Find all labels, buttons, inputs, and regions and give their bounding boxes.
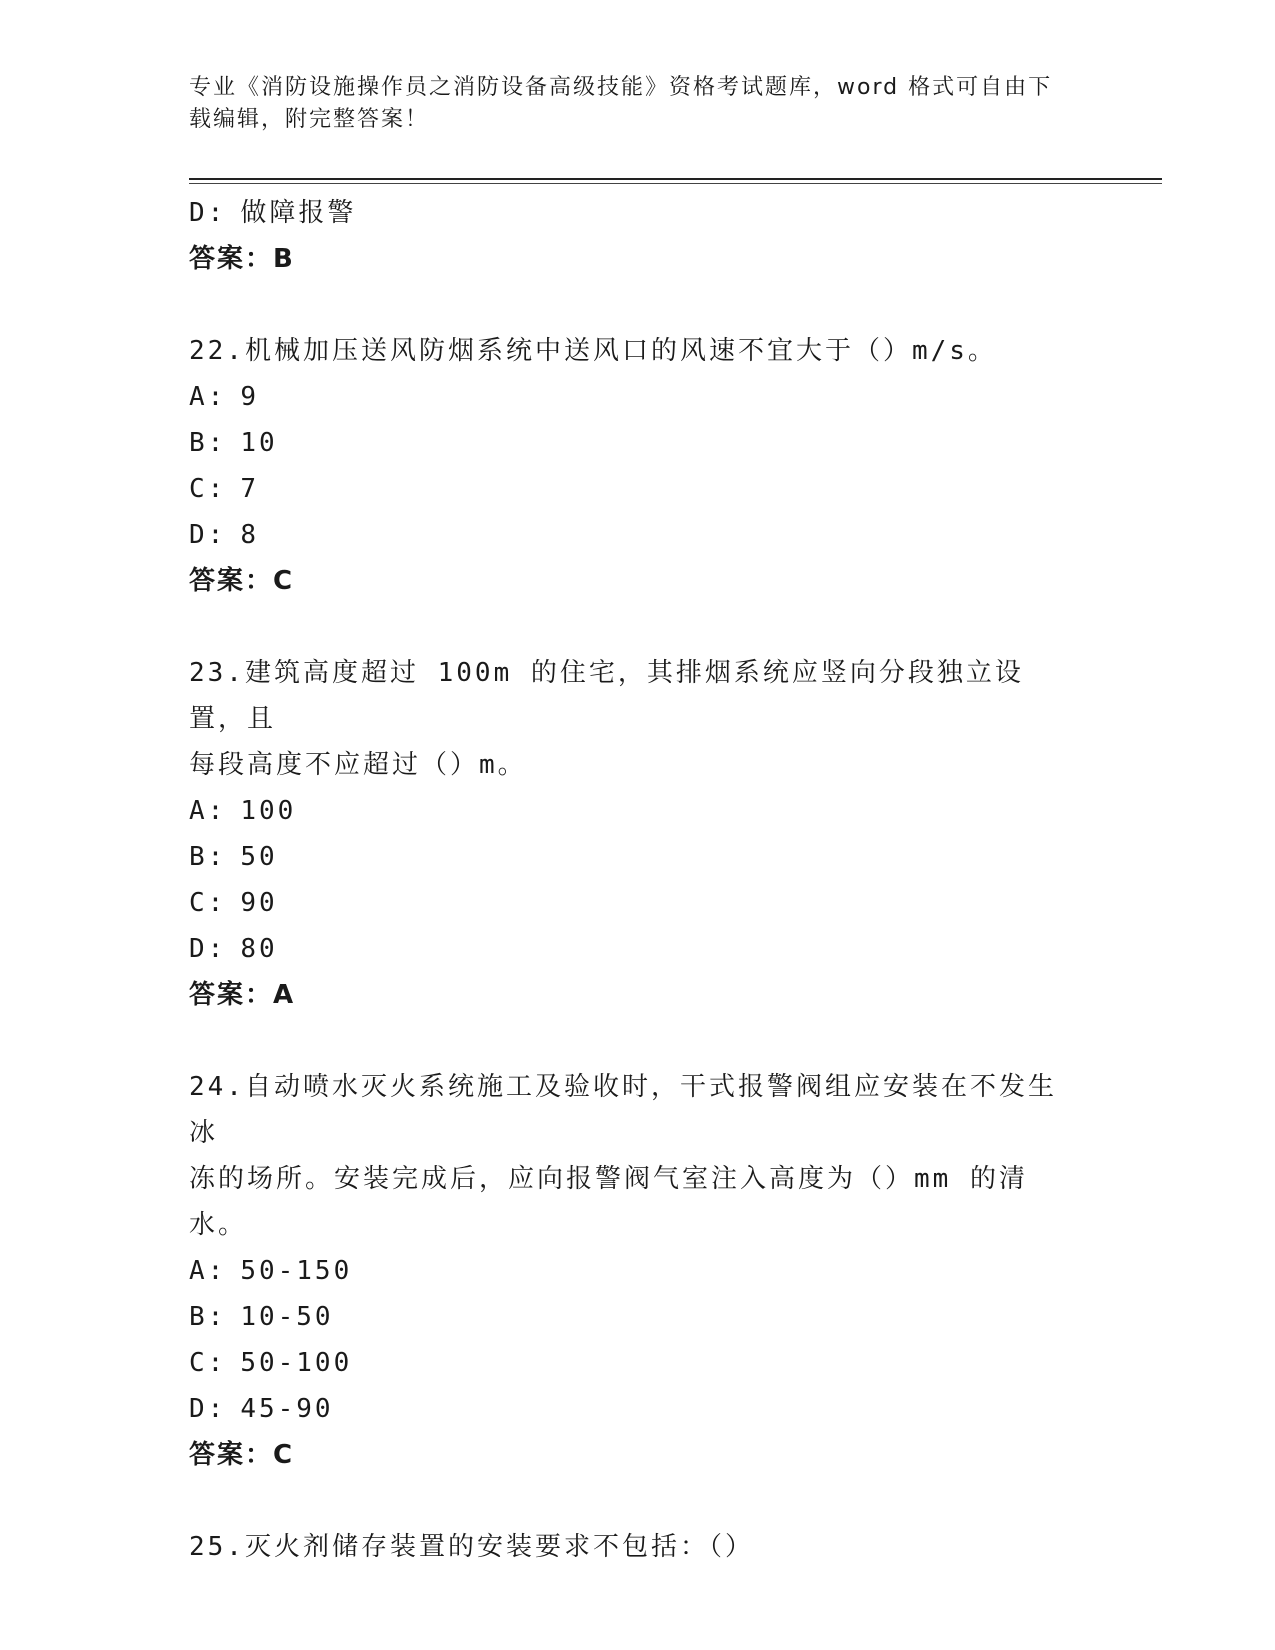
option-a bbox=[189, 374, 1089, 420]
question-stem bbox=[189, 328, 1069, 374]
answer-line: 答案：A bbox=[189, 980, 296, 1010]
answer-line: 答案：C bbox=[189, 566, 295, 596]
document-header bbox=[189, 72, 1089, 136]
question-stem-line: 25.灭火剂储存装置的安装要求不包括：（） bbox=[189, 1532, 754, 1562]
option-label: C: bbox=[189, 1348, 227, 1378]
header-divider-thick bbox=[189, 178, 1162, 180]
option-b bbox=[189, 834, 1089, 880]
option-label: C: bbox=[189, 474, 227, 504]
option-label: D: bbox=[189, 198, 227, 228]
option-label: A: bbox=[189, 796, 227, 826]
header-divider-thin bbox=[189, 183, 1162, 184]
option-d bbox=[189, 512, 1089, 558]
header-line-1: 专业《消防设施操作员之消防设备高级技能》资格考试题库，word 格式可自由下 bbox=[189, 75, 1053, 100]
option-text: 50-100 bbox=[240, 1348, 353, 1378]
option-d bbox=[189, 1386, 1089, 1432]
option-c bbox=[189, 466, 1089, 512]
option-text: 100 bbox=[240, 796, 297, 826]
question-stem bbox=[189, 650, 1069, 788]
option-label: C: bbox=[189, 888, 227, 918]
option-a bbox=[189, 1248, 1089, 1294]
option-label: D: bbox=[189, 520, 227, 550]
spacer bbox=[189, 604, 1089, 650]
option-b bbox=[189, 1294, 1089, 1340]
question-stem-line: 冻的场所。安装完成后，应向报警阀气室注入高度为（）mm 的清水。 bbox=[189, 1164, 1028, 1240]
question-stem bbox=[189, 1524, 1069, 1570]
option-text: 10 bbox=[240, 428, 278, 458]
option-label: B: bbox=[189, 428, 227, 458]
option-label: B: bbox=[189, 842, 227, 872]
option-b bbox=[189, 420, 1089, 466]
option-text: 9 bbox=[240, 382, 259, 412]
option-text: 10-50 bbox=[240, 1302, 334, 1332]
option-c bbox=[189, 880, 1089, 926]
answer-line: 答案：B bbox=[189, 244, 295, 274]
option-text: 80 bbox=[240, 934, 278, 964]
option-d bbox=[189, 190, 1089, 236]
option-text: 做障报警 bbox=[240, 198, 357, 228]
option-label: D: bbox=[189, 934, 227, 964]
spacer bbox=[189, 1478, 1089, 1524]
option-a bbox=[189, 788, 1089, 834]
option-label: D: bbox=[189, 1394, 227, 1424]
option-d bbox=[189, 926, 1089, 972]
question-stem-line: 22.机械加压送风防烟系统中送风口的风速不宜大于（）m/s。 bbox=[189, 336, 997, 366]
option-text: 7 bbox=[240, 474, 259, 504]
question-stem-line: 23.建筑高度超过 100m 的住宅，其排烟系统应竖向分段独立设置，且 bbox=[189, 658, 1024, 734]
option-text: 90 bbox=[240, 888, 278, 918]
question-stem-line: 24.自动喷水灭火系统施工及验收时，干式报警阀组应安装在不发生冰 bbox=[189, 1072, 1057, 1148]
option-c bbox=[189, 1340, 1089, 1386]
option-text: 50-150 bbox=[240, 1256, 353, 1286]
spacer bbox=[189, 282, 1089, 328]
question-stem bbox=[189, 1064, 1069, 1248]
option-label: B: bbox=[189, 1302, 227, 1332]
question-stem-line: 每段高度不应超过（）m。 bbox=[189, 750, 527, 780]
option-text: 8 bbox=[240, 520, 259, 550]
header-line-2: 载编辑，附完整答案！ bbox=[189, 107, 430, 132]
answer-line: 答案：C bbox=[189, 1440, 295, 1470]
option-label: A: bbox=[189, 382, 227, 412]
option-label: A: bbox=[189, 1256, 227, 1286]
option-text: 45-90 bbox=[240, 1394, 334, 1424]
spacer bbox=[189, 1018, 1089, 1064]
question-list bbox=[189, 190, 1089, 1570]
option-text: 50 bbox=[240, 842, 278, 872]
